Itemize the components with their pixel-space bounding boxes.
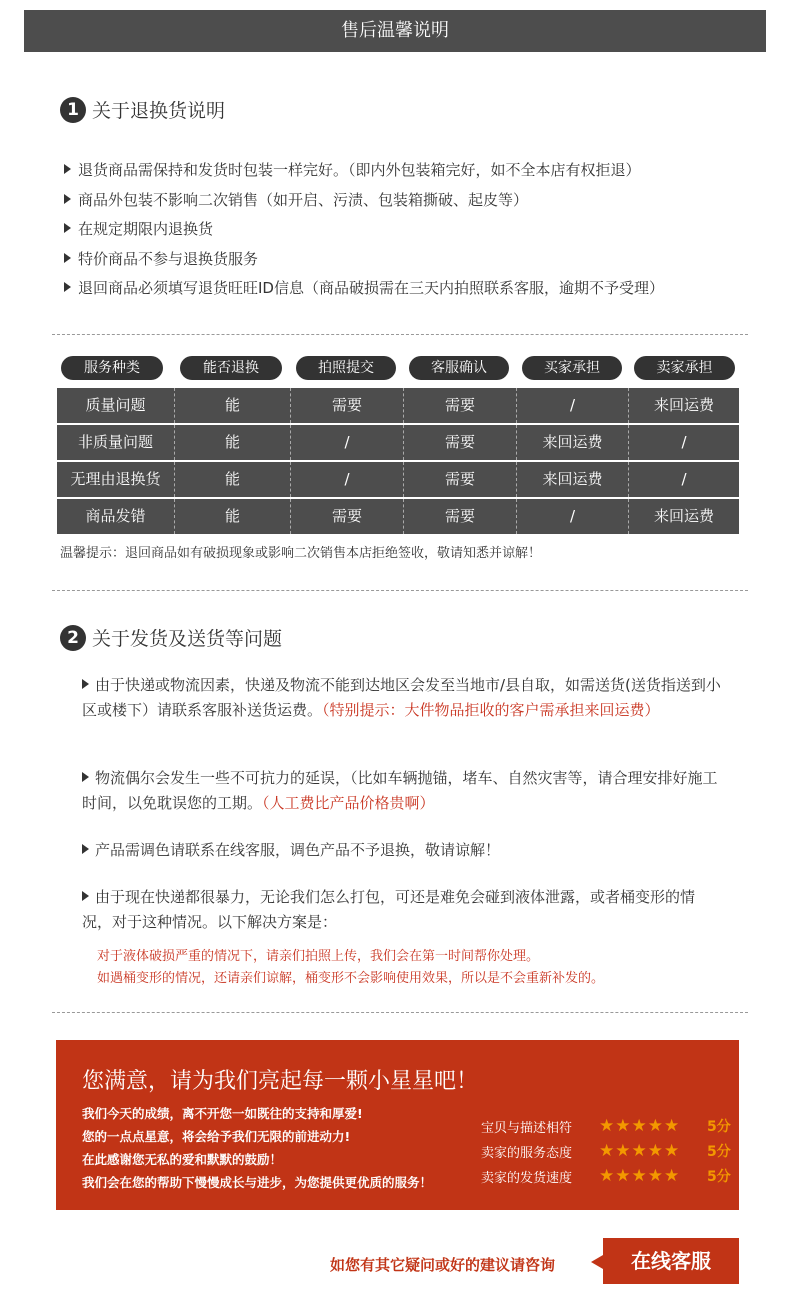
table-row: 无理由退换货 能 / 需要 来回运费 / <box>57 462 739 497</box>
star-rating-icon: ★★★★★ <box>599 1116 681 1136</box>
list-item: 由于快递或物流因素，快递及物流不能到达地区会发至当地市/县自取，如需送货(送货指送到小区或楼下）请联系客服补送货运费。（特别提示：大件物品拒收的客户需承担来回运费） <box>82 676 721 719</box>
table-row: 非质量问题 能 / 需要 来回运费 / <box>57 425 739 460</box>
triangle-bullet-icon <box>64 253 71 263</box>
triangle-bullet-icon <box>64 194 71 204</box>
triangle-bullet-icon <box>82 679 89 689</box>
header-pill: 服务种类 <box>61 356 163 380</box>
list-item: 特价商品不参与退换货服务 <box>64 245 664 275</box>
table-row: 质量问题 能 需要 需要 / 来回运费 <box>57 388 739 423</box>
table-row: 商品发错 能 需要 需要 / 来回运费 <box>57 499 739 534</box>
warm-tip: 温馨提示：退回商品如有破损现象或影响二次销售本店拒绝签收，敬请知悉并谅解！ <box>60 546 542 561</box>
section2-title <box>60 624 282 651</box>
triangle-bullet-icon <box>82 844 89 854</box>
arrow-left-icon <box>591 1255 603 1269</box>
list-item: 由于现在快递都很暴力，无论我们怎么打包，可还是难免会碰到液体泄露，或者桶变形的情况，对于这种情况。以下解决方案是： <box>82 888 696 931</box>
triangle-bullet-icon <box>82 891 89 901</box>
consult-text: 如您有其它疑问或好的建议请咨询 <box>330 1256 556 1274</box>
section2-heading: 关于发货及送货等问题 <box>92 628 283 650</box>
triangle-bullet-icon <box>82 772 89 782</box>
list-item: 在规定期限内退换货 <box>64 215 664 245</box>
banner-title: 您满意，请为我们亮起每一颗小星星吧！ <box>82 1069 479 1094</box>
list-item: 退回商品必须填写退货旺旺ID信息（商品破损需在三天内拍照联系客服，逾期不予受理） <box>64 274 664 304</box>
rating-banner <box>56 1040 739 1210</box>
divider <box>52 334 748 335</box>
rating-row: 卖家的服务态度 ★★★★★ 5分 <box>481 1141 731 1161</box>
list-item: 商品外包装不影响二次销售（如开启、污渍、包装箱撕破、起皮等） <box>64 186 664 216</box>
list-item: 物流偶尔会发生一些不可抗力的延误，（比如车辆抛锚，堵车、自然灾害等，请合理安排好施工时间，以免耽误您的工期。（人工费比产品价格贵啊） <box>82 769 718 812</box>
rating-row: 宝贝与描述相符 ★★★★★ 5分 <box>481 1116 731 1136</box>
list-item: 退货商品需保持和发货时包装一样完好。（即内外包装箱完好，如不全本店有权拒退） <box>64 156 664 186</box>
section1-title <box>60 96 225 123</box>
divider <box>52 1012 748 1013</box>
solution-notes: 对于液体破损严重的情况下，请亲们拍照上传，我们会在第一时间帮你处理。 如遇桶变形的情况，还请亲们谅解，桶变形不会影响使用效果，所以是不会重新补发的。 <box>97 949 605 986</box>
online-service-button[interactable]: 在线客服 <box>603 1238 739 1284</box>
return-policy-list <box>64 156 664 304</box>
page-header: 售后温馨说明 <box>24 10 766 52</box>
header-pill: 卖家承担 <box>634 356 735 380</box>
star-rating-icon: ★★★★★ <box>599 1166 681 1186</box>
list-item: 产品需调色请联系在线客服，调色产品不予退换，敬请谅解！ <box>82 838 722 863</box>
triangle-bullet-icon <box>64 282 71 292</box>
section-number-badge: 1 <box>60 97 86 123</box>
divider <box>52 590 748 591</box>
rating-row: 卖家的发货速度 ★★★★★ 5分 <box>481 1166 731 1186</box>
header-pill: 客服确认 <box>409 356 509 380</box>
header-pill: 拍照提交 <box>296 356 396 380</box>
header-pill: 买家承担 <box>522 356 622 380</box>
banner-message: 我们今天的成绩，离不开您一如既往的支持和厚爱! 您的一点点星意，将会给予我们无限的前进动力! 在此感谢您无私的爱和默默的鼓励！ 我们会在您的帮助下慢慢成长与进步，为您提供更优质的服务！ <box>82 1106 433 1190</box>
triangle-bullet-icon <box>64 223 71 233</box>
triangle-bullet-icon <box>64 164 71 174</box>
star-rating-icon: ★★★★★ <box>599 1141 681 1161</box>
header-pill: 能否退换 <box>180 356 282 380</box>
section-number-badge: 2 <box>60 625 86 651</box>
section1-heading: 关于退换货说明 <box>92 100 226 122</box>
